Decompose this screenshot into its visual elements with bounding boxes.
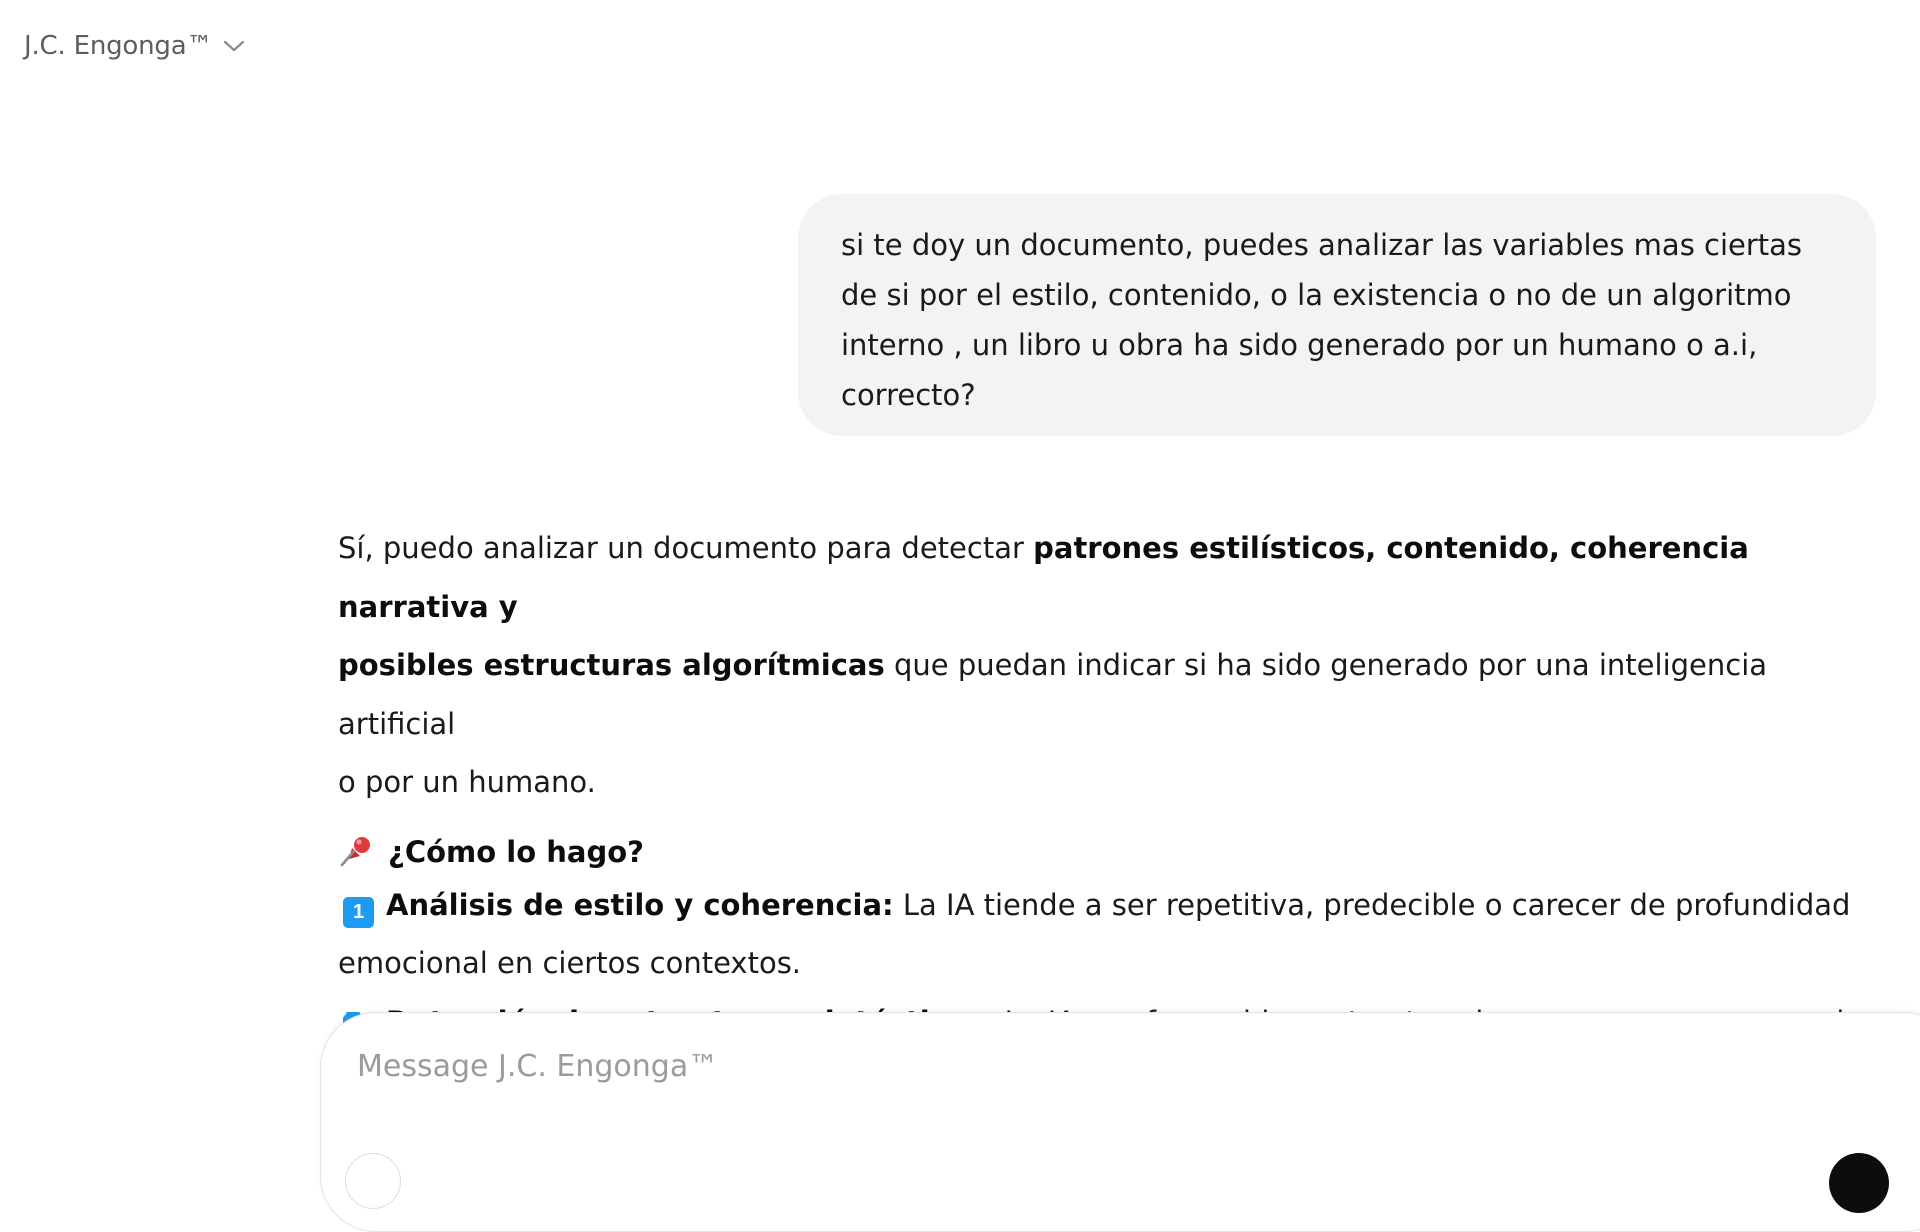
list-item: [338, 876, 1878, 993]
heading-text: ¿Cómo lo hago?: [388, 834, 644, 869]
item-text: La IA tiende a ser repetitiva, predecible o carecer de profundidad: [893, 887, 1851, 922]
intro-bold: posibles estructuras algorítmicas: [338, 648, 885, 682]
intro-text: o por un humano.: [338, 765, 596, 799]
chevron-down-icon: [222, 38, 246, 54]
intro-bold: patrones estilísticos, contenido, coherencia narrativa y: [338, 531, 1749, 624]
message-composer: [320, 1012, 1920, 1232]
intro-text: que puedan indicar si ha sido generado por una inteligencia artificial: [338, 648, 1768, 741]
pushpin-icon: [338, 834, 374, 870]
attach-button[interactable]: [345, 1153, 401, 1209]
item-text: emocional en ciertos contextos.: [338, 946, 802, 980]
user-message-line: si te doy un documento, puedes analizar las variables mas ciertas: [841, 228, 1803, 262]
message-input[interactable]: [355, 1037, 1859, 1095]
send-button[interactable]: [1829, 1153, 1889, 1213]
user-message-line: interno , un libro u obra ha sido generado por un humano o a.i,: [841, 328, 1758, 362]
model-title: J.C. Engonga™: [24, 31, 213, 61]
item-title: Análisis de estilo y coherencia:: [386, 887, 894, 922]
model-selector[interactable]: [24, 26, 246, 66]
user-message-bubble: [798, 194, 1876, 436]
assistant-intro: [338, 519, 1878, 812]
intro-text: Sí, puedo analizar un documento para detectar: [338, 531, 1034, 565]
user-message-line: correcto?: [841, 378, 976, 412]
keycap-1-icon: 1: [343, 897, 374, 928]
section-heading: [338, 828, 1878, 876]
user-message-line: de si por el estilo, contenido, o la existencia o no de un algoritmo: [841, 278, 1792, 312]
